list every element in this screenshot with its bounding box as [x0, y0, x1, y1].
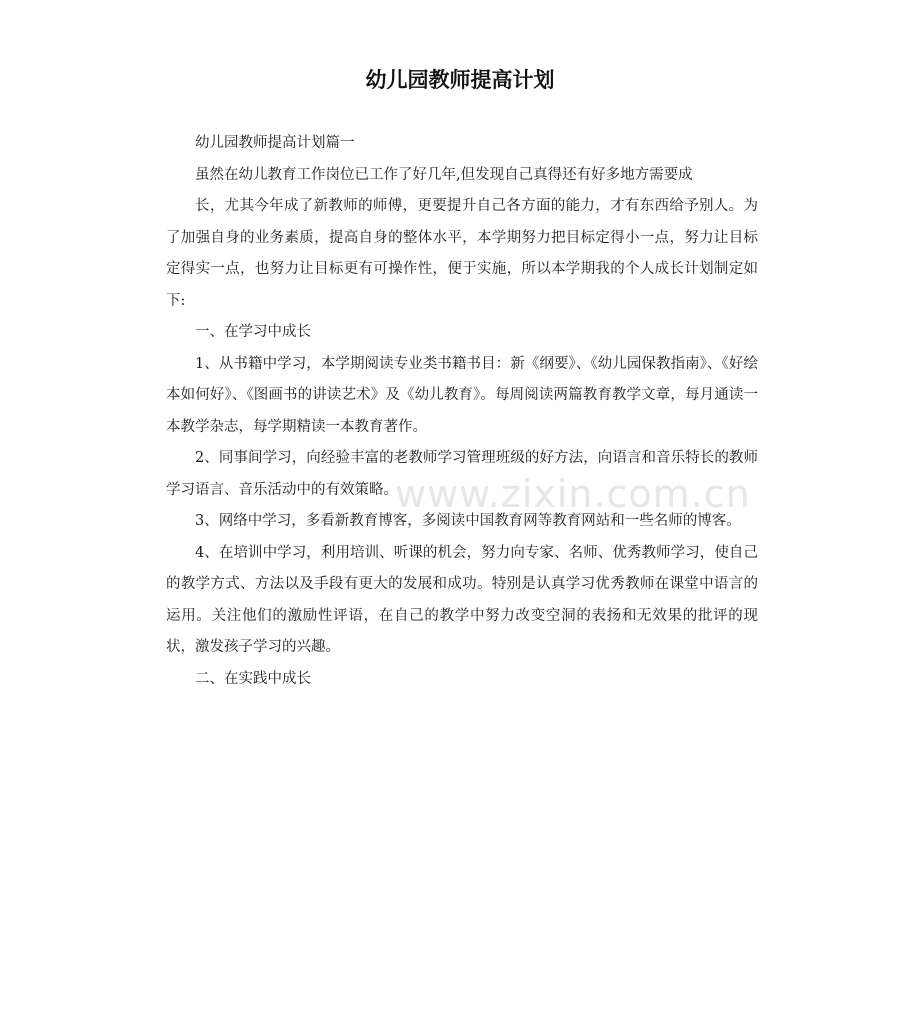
watermark: www.zixin.com.cn	[395, 472, 751, 516]
section-heading: 一、在学习中成长	[195, 324, 311, 340]
list-item: 4、在培训中学习，利用培训、听课的机会，努力向专家、名师、优秀教师学习，使自己的教学方式、方法以及手段有更大的发展和成功。特别是认真学习优秀教师在课堂中语言的运用。关注他们的激励性评语，在自己的教学中努力改变空洞的表扬和无效果的批评的现状，激发孩子学习的兴趣。	[166, 544, 758, 655]
paragraph: 虽然在幼儿教育工作岗位已工作了好几年,但发现自己真得还有好多地方需要成	[195, 166, 693, 183]
section-heading: 二、在实践中成长	[195, 670, 311, 687]
document-body	[166, 128, 758, 695]
section-heading: 幼儿园教师提高计划篇一	[195, 135, 355, 151]
page-title: 幼儿园教师提高计划	[365, 68, 555, 92]
list-item: 3、网络中学习，多看新教育博客，多阅读中国教育网等教育网站和一些名师的博客。	[195, 513, 741, 529]
list-item: 1、从书籍中学习，本学期阅读专业类书籍书目：新《纲要》、《幼儿园保教指南》、《好绘本如何好》、《图画书的讲读艺术》及《幼儿教育》。每周阅读两篇教育教学文章，每月通读一本教学杂志，每学期精读一本教育著作。	[166, 355, 758, 435]
list-item: 2、同事间学习，向经验丰富的老教师学习管理班级的好方法，向语言和音乐特长的教师学习语言、音乐活动中的有效策略。	[166, 450, 758, 498]
paragraph: 长，尤其今年成了新教师的师傅，更要提升自己各方面的能力，才有东西给予别人。为了加强自身的业务素质，提高自身的整体水平，本学期努力把目标定得小一点，努力让目标定得实一点，也努力让目标更有可操作性，便于实施，所以本学期我的个人成长计划制定如下:	[166, 198, 758, 309]
